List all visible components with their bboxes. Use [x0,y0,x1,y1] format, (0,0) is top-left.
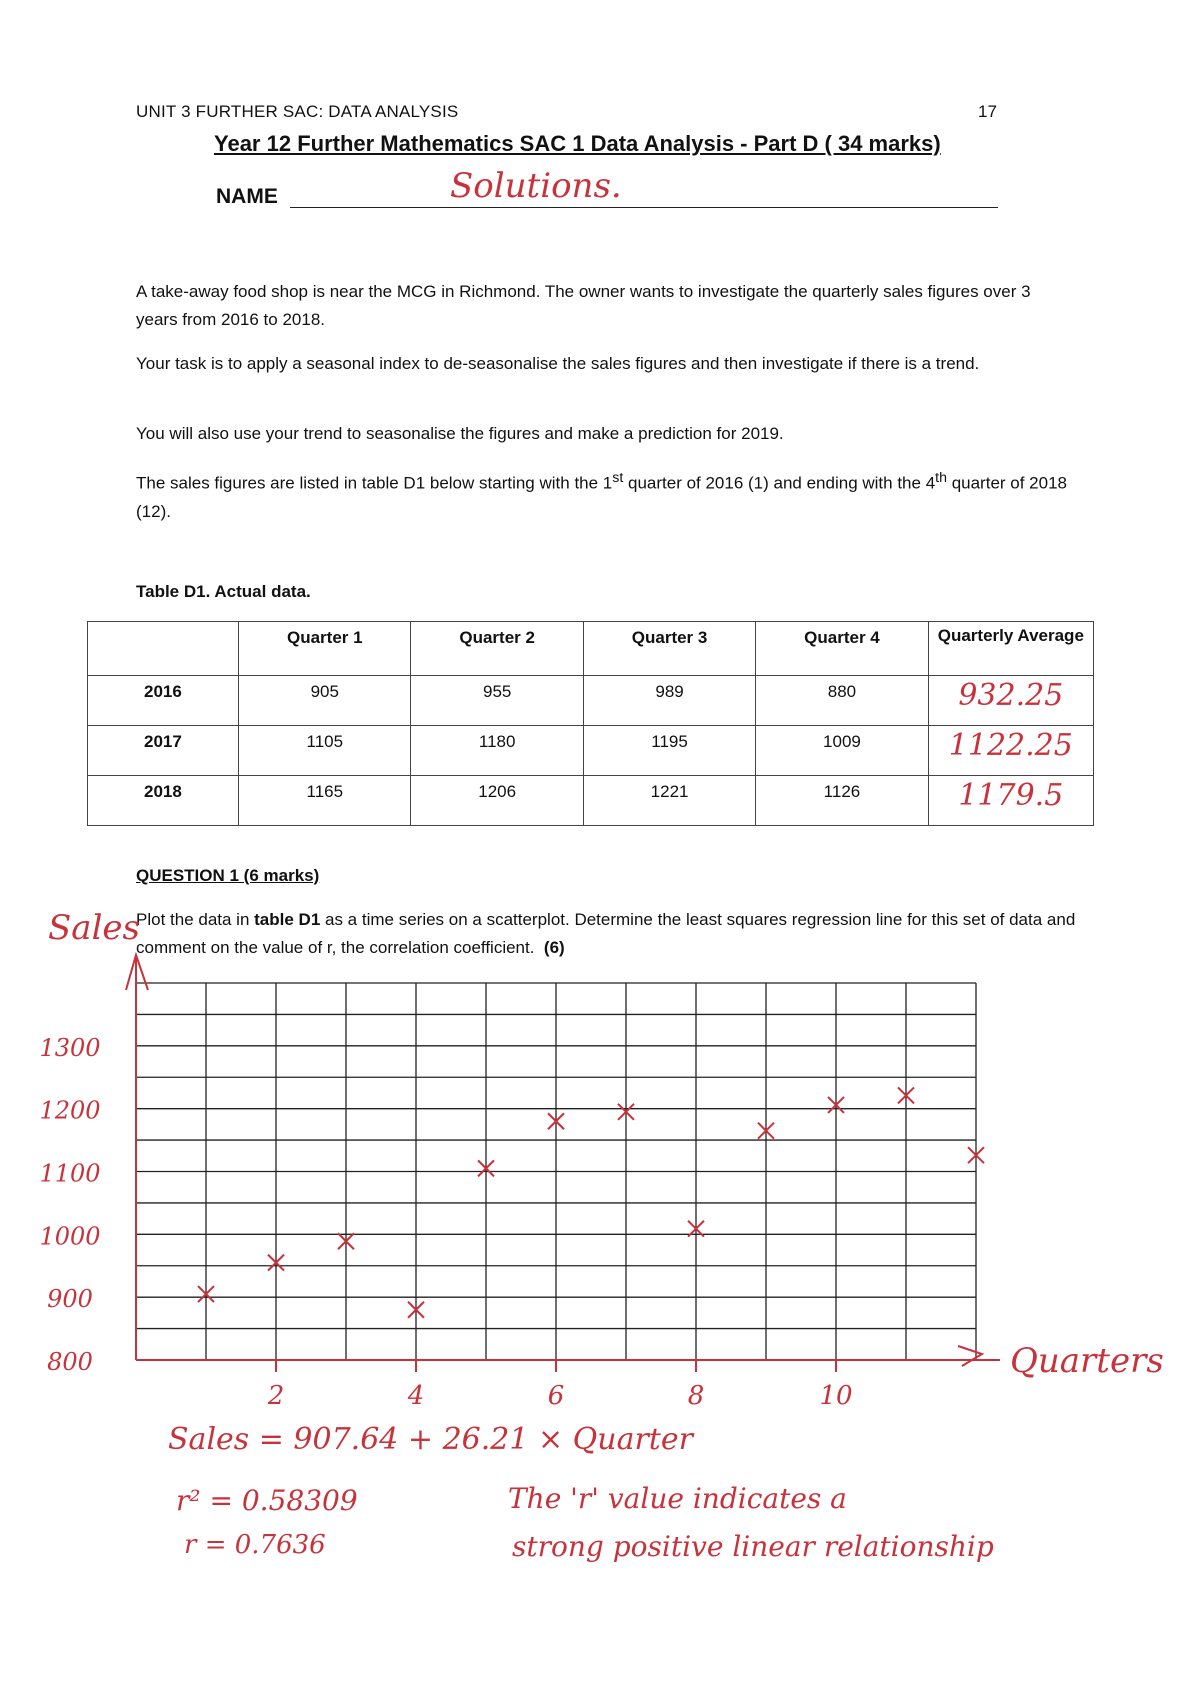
y-tick-label: 900 [47,1285,93,1314]
intro-paragraph-3: You will also use your trend to seasonalise the figures and make a prediction for 2019. [136,424,784,443]
x-axis-label: Quarters [1010,1341,1164,1381]
x-tick-label: 6 [547,1381,565,1411]
p4-part-a: The sales figures are listed in table D1 below starting with the 1 [136,473,613,493]
y-tick-label: 1200 [39,1096,101,1125]
question-text-b: as a time series on a scatterplot. Determine the least squares regression line for this set of data and comment on the value of r, the correlation coefficient. [136,910,1076,957]
header-cell-quarter-2: Quarter 2 [411,622,583,676]
header-unit-title: UNIT 3 FURTHER SAC: DATA ANALYSIS [136,102,459,121]
p4-part-b: quarter of 2016 (1) and ending with the 4 [623,473,936,493]
row-year: 2018 [88,776,239,826]
cell-value: 905 [239,676,411,726]
y-tick-label: 1000 [39,1222,101,1251]
comment-line-1: The 'r' value indicates a [508,1482,847,1515]
x-tick-label: 10 [819,1381,853,1411]
cell-value: 1221 [583,776,755,826]
cell-value: 1126 [756,776,928,826]
tick-labels [39,1034,1163,1411]
average-handwritten: 1122.25 [948,728,1073,763]
question-heading: QUESTION 1 (6 marks) [136,866,320,885]
y-tick-label: 1300 [39,1033,101,1062]
p4-part-c: quarter of 2018 (12). [136,473,1067,521]
name-handwritten: Solutions. [450,166,622,206]
cell-value: 955 [411,676,583,726]
row-year: 2017 [88,726,239,776]
row-year: 2016 [88,676,239,726]
name-label: NAME [216,185,278,208]
cell-value: 1195 [583,726,755,776]
table-caption: Table D1. Actual data. [136,582,311,601]
cell-value: 1206 [411,776,583,826]
regression-equation: Sales = 907.64 + 26.21 × Quarter [168,1422,693,1457]
average-handwritten: 932.25 [958,678,1064,713]
cell-value: 1009 [756,726,928,776]
y-tick-label: 800 [47,1348,93,1376]
header-cell-quarterly-average: Quarterly Average [928,622,1093,676]
document-title: Year 12 Further Mathematics SAC 1 Data Analysis - Part D ( 34 marks) [214,131,941,156]
question-text-a: Plot the data in [136,910,255,929]
comment-line-2: strong positive linear relationship [512,1530,994,1563]
page-number: 17 [978,102,997,121]
y-axis-label: Sales [48,908,141,948]
question-text-bold: table D1 [254,910,321,929]
x-tick-label: 8 [687,1381,705,1411]
cell-value: 880 [756,676,928,726]
intro-paragraph-1: A take-away food shop is near the MCG in Richmond. The owner wants to investigate the quarterly sales figures over 3 years from 2016 to 2018. [136,282,1031,329]
header-cell-quarter-4: Quarter 4 [756,622,928,676]
header-cell-quarter-3: Quarter 3 [583,622,755,676]
p4-sup-1: st [612,470,624,486]
question-marks: (6) [543,938,565,957]
axes [126,955,1000,1366]
cell-value: 1165 [239,776,411,826]
x-axis-arrowhead [958,1346,982,1366]
r-value: r = 0.7636 [184,1530,326,1560]
p4-sup-2: th [935,470,947,486]
cell-value: 1105 [239,726,411,776]
header-cell-quarter-1: Quarter 1 [239,622,411,676]
x-tick-label: 2 [267,1381,285,1411]
grid [136,983,976,1360]
average-handwritten: 1179.5 [958,778,1064,813]
y-tick-label: 1100 [39,1159,101,1188]
cell-value: 1180 [411,726,583,776]
cell-value: 989 [583,676,755,726]
x-tick-label: 4 [407,1381,425,1411]
intro-paragraph-2: Your task is to apply a seasonal index to de-seasonalise the sales figures and then investigate if there is a trend. [136,354,980,373]
r-squared-value: r² = 0.58309 [176,1484,358,1517]
